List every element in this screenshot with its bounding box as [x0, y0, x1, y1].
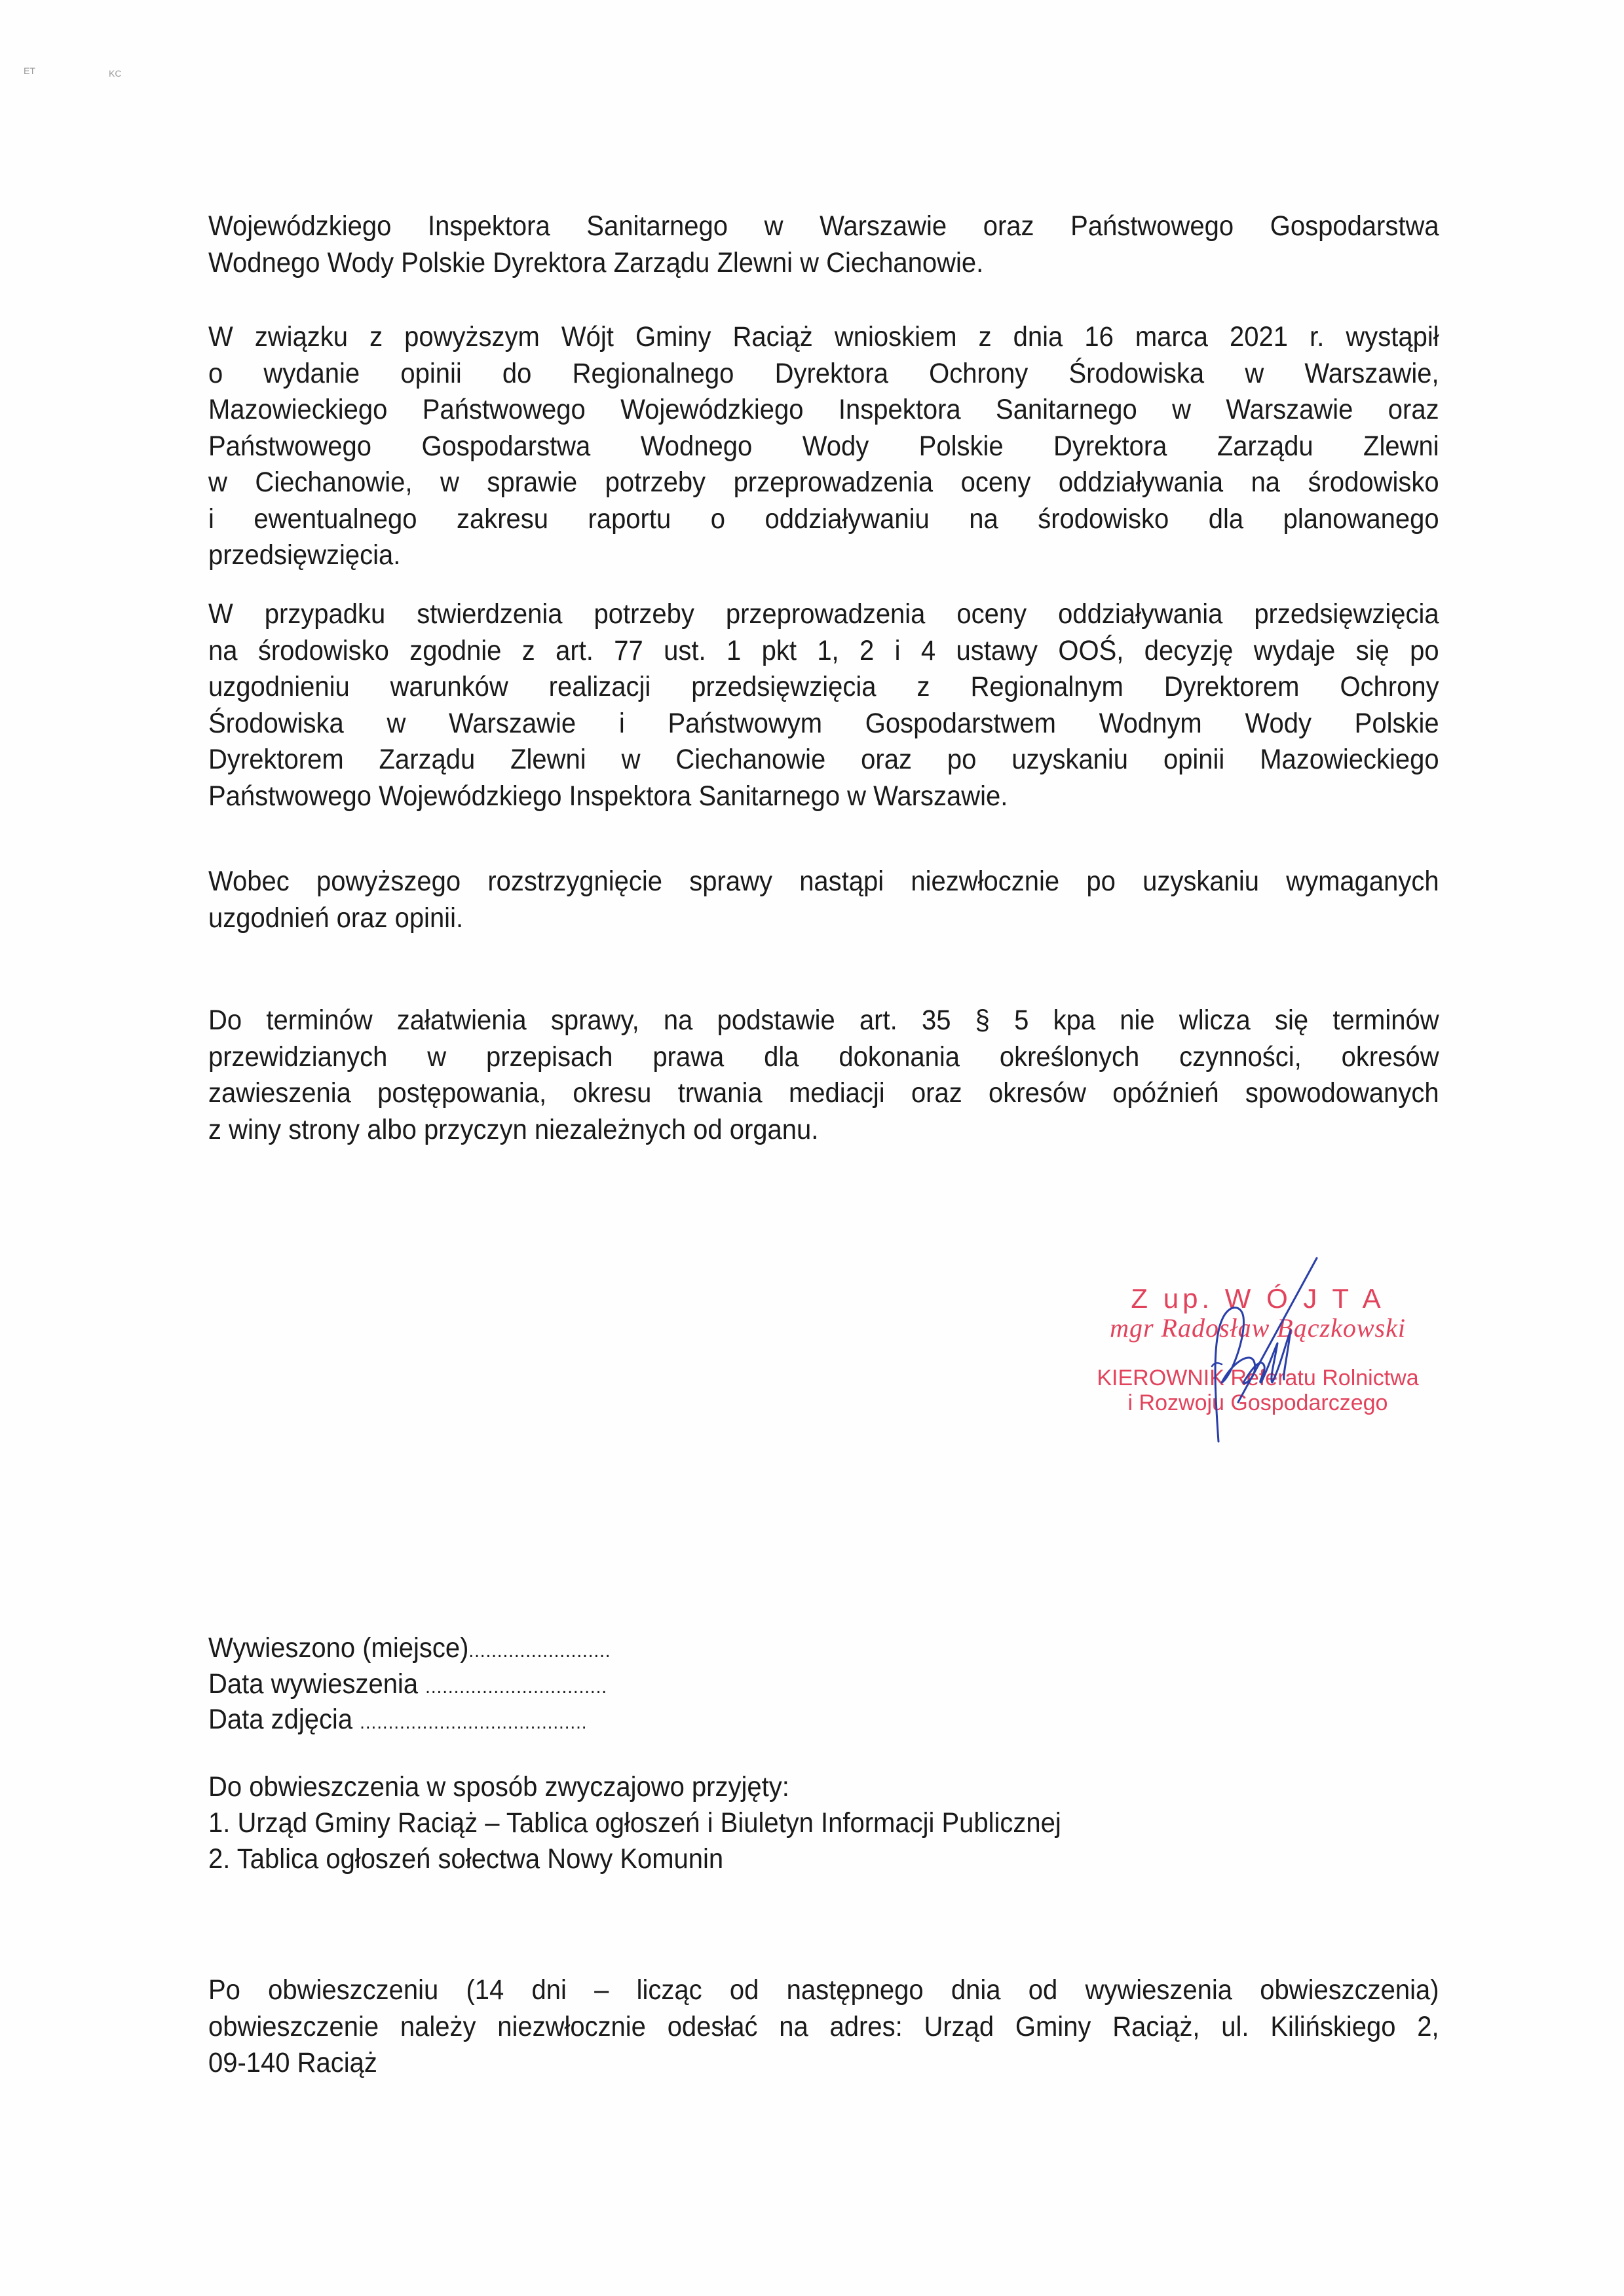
text-line: Państwowego Gospodarstwa Wodnego Wody Polskie Dyrektora Zarządu Zlewni	[208, 430, 1439, 462]
fill-in-dots: ........................................	[360, 1712, 588, 1733]
text-line: Środowiska w Warszawie i Państwowym Gospodarstwem Wodnym Wody Polskie	[208, 707, 1439, 739]
margin-mark: ET	[24, 66, 35, 76]
paragraph-deadlines	[208, 1003, 1439, 1148]
text-line: Państwowego Wojewódzkiego Inspektora Sanitarnego w Warszawie.	[208, 780, 1008, 812]
distribution-heading: Do obwieszczenia w sposób zwyczajowo przyjęty:	[208, 1771, 789, 1803]
text-line: W związku z powyższym Wójt Gminy Raciąż wnioskiem z dnia 16 marca 2021 r. wystąpił	[208, 321, 1439, 353]
posting-field-place	[208, 1630, 611, 1669]
text-line: zawieszenia postępowania, okresu trwania mediacji oraz okresów opóźnień spowodowanych	[208, 1077, 1439, 1109]
paragraph-request-for-opinion	[208, 319, 1439, 574]
text-line: W przypadku stwierdzenia potrzeby przeprowadzenia oceny oddziaływania przedsięwzięcia	[208, 598, 1439, 630]
text-line: Wodnego Wody Polskie Dyrektora Zarządu Zlewni w Ciechanowie.	[208, 246, 984, 278]
paragraph-return-instructions	[208, 1972, 1439, 2082]
stamp-department: i Rozwoju Gospodarczego	[1127, 1390, 1388, 1415]
text-line: 09-140 Raciąż	[208, 2047, 377, 2078]
text-line: uzgodnień oraz opinii.	[208, 902, 464, 934]
text-line: na środowisko zgodnie z art. 77 ust. 1 pkt 1, 2 i 4 ustawy OOŚ, decyzję wydaje się po	[208, 634, 1439, 666]
stamp-position: KIEROWNIK Referatu Rolnictwa	[1097, 1366, 1419, 1390]
text-line: z winy strony albo przyczyn niezależnych od organu.	[208, 1113, 819, 1145]
distribution-item: 2. Tablica ogłoszeń sołectwa Nowy Komunin	[208, 1843, 724, 1875]
posting-field-date-posted	[208, 1666, 607, 1705]
field-label: Wywieszono (miejsce)	[208, 1632, 469, 1664]
text-line: o wydanie opinii do Regionalnego Dyrektora Ochrony Środowiska w Warszawie,	[208, 357, 1439, 389]
margin-mark: KC	[109, 68, 122, 79]
text-line: Do terminów załatwienia sprawy, na podstawie art. 35 § 5 kpa nie wlicza się terminów	[208, 1004, 1439, 1036]
signature-stroke	[1212, 1363, 1222, 1366]
paragraph-intro-continuation	[208, 208, 1439, 281]
text-line: Wobec powyższego rozstrzygnięcie sprawy nastąpi niezwłocznie po uzyskaniu wymaganych	[208, 866, 1439, 897]
text-line: Mazowieckiego Państwowego Wojewódzkiego Inspektora Sanitarnego w Warszawie oraz	[208, 394, 1439, 425]
field-label: Data wywieszenia	[208, 1668, 426, 1700]
fill-in-dots: .........................	[468, 1640, 611, 1662]
text-line: Dyrektorem Zarządu Zlewni w Ciechanowie oraz po uzyskaniu opinii Mazowieckiego	[208, 744, 1439, 775]
stamp-authorization: Z up. W Ó J T A	[1131, 1283, 1385, 1314]
text-line: i ewentualnego zakresu raportu o oddziaływaniu na środowisko dla planowanego	[208, 503, 1439, 535]
paragraph-assessment-procedure	[208, 596, 1439, 814]
distribution-item: 1. Urząd Gminy Raciąż – Tablica ogłoszeń i Biuletyn Informacji Publicznej	[208, 1807, 1061, 1839]
text-line: Po obwieszczeniu (14 dni – licząc od następnego dnia od wywieszenia obwieszczenia)	[208, 1974, 1439, 2006]
text-line: w Ciechanowie, w sprawie potrzeby przeprowadzenia oceny oddziaływania na środowisko	[208, 467, 1439, 498]
stamp-signatory-name: mgr Radosław Bączkowski	[1110, 1313, 1406, 1343]
fill-in-dots: ................................	[425, 1676, 607, 1698]
field-label: Data zdjęcia	[208, 1704, 360, 1735]
posting-field-date-removed	[208, 1702, 587, 1740]
text-line: przewidzianych w przepisach prawa dla dokonania określonych czynności, okresów	[208, 1041, 1439, 1073]
paragraph-resolution	[208, 864, 1439, 936]
text-line: przedsięwzięcia.	[208, 539, 401, 571]
text-line: uzgodnieniu warunków realizacji przedsięwzięcia z Regionalnym Dyrektorem Ochrony	[208, 671, 1439, 702]
text-line: Wojewódzkiego Inspektora Sanitarnego w Warszawie oraz Państwowego Gospodarstwa	[208, 210, 1439, 242]
text-line: obwieszczenie należy niezwłocznie odesłać na adres: Urząd Gminy Raciąż, ul. Kilińskiego 2,	[208, 2010, 1439, 2042]
handwritten-signature	[1192, 1252, 1402, 1448]
